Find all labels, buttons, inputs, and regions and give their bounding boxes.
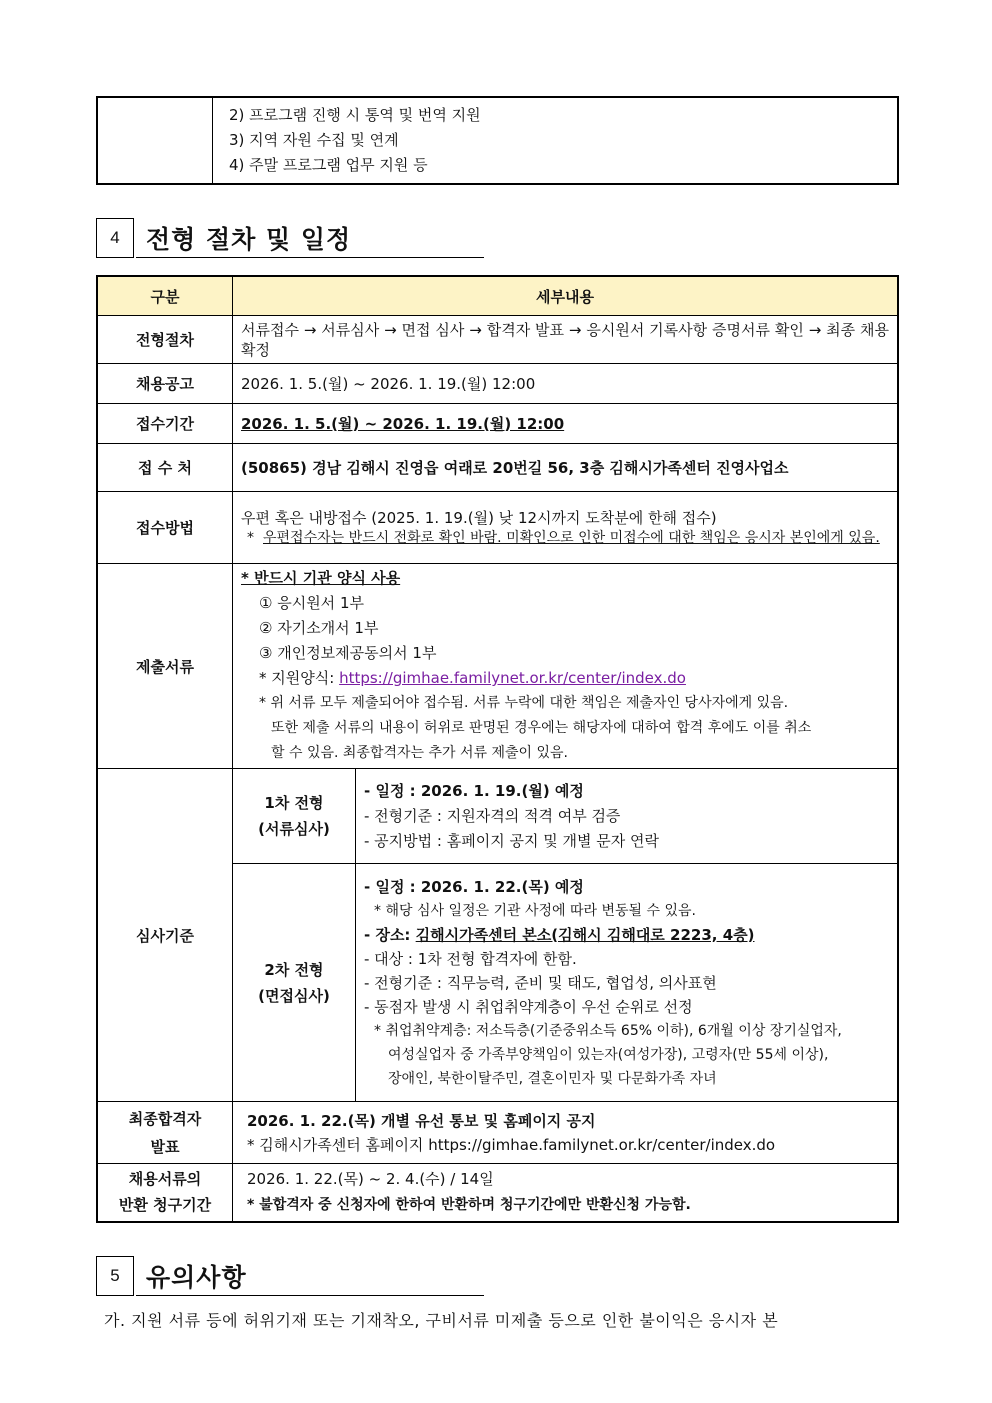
table-row	[97, 1102, 898, 1164]
form-prefix: * 지원양식:	[259, 669, 340, 687]
required-form-note: * 반드시 기관 양식 사용	[241, 569, 401, 587]
section-4-heading	[96, 218, 484, 258]
documents-note: * 위 서류 모두 제출되어야 접수됨. 서류 누락에 대한 책임은 제출자인 당사자에게 있음.	[259, 695, 789, 711]
final-announcement-site: * 김해시가족센터 홈페이지 https://gimhae.familynet.or.kr/center/index.do	[247, 1135, 776, 1154]
row-label-line: 채용서류의	[128, 1170, 202, 1189]
row-label-line: 반환 청구기간	[118, 1196, 212, 1215]
table-row	[97, 769, 898, 864]
round2-details	[356, 864, 899, 1102]
return-period	[233, 1164, 899, 1222]
caution-line: 가. 지원 서류 등에 허위기재 또는 기재착오, 구비서류 미제출 등으로 인한 불이익은 응시자 본	[104, 1311, 779, 1330]
round1-criteria: - 전형기준 : 지원자격의 적격 여부 검증	[364, 806, 621, 825]
row-label	[97, 1102, 233, 1164]
application-period: 2026. 1. 5.(월) ~ 2026. 1. 19.(월) 12:00	[241, 414, 565, 433]
section-number: 5	[96, 1256, 134, 1296]
round1-schedule: - 일정 : 2026. 1. 19.(월) 예정	[364, 781, 584, 800]
documents-cell	[233, 564, 899, 769]
row-label-line: 최종합격자	[128, 1109, 202, 1128]
row-label: 심사기준	[97, 769, 233, 1102]
application-period-cell	[233, 404, 899, 444]
table-row	[97, 364, 898, 404]
method-cell	[233, 492, 899, 564]
return-period-note: * 불합격자 중 신청자에 한하여 반환하며 청구기간에만 반환신청 가능함.	[247, 1197, 691, 1214]
round2-schedule-note: * 해당 심사 일정은 기관 사정에 따라 변동될 수 있음.	[374, 902, 696, 919]
duty-item: 4) 주말 프로그램 업무 지원 등	[229, 156, 428, 174]
header-category: 구분	[97, 276, 233, 316]
table-row	[97, 316, 898, 364]
round2-label-line: (면접심사)	[258, 986, 330, 1005]
round2-label-line: 2차 전형	[264, 960, 324, 979]
row-label	[97, 1164, 233, 1222]
round1-details	[356, 769, 899, 864]
round1-label	[233, 769, 356, 864]
duty-item: 2) 프로그램 진행 시 통역 및 번역 지원	[229, 106, 481, 124]
section-title: 유의사항	[146, 1263, 247, 1292]
vulnerable-note: 장애인, 북한이탈주민, 결혼이민자 및 다문화가족 자녀	[388, 1070, 717, 1087]
row-label: 전형절차	[97, 316, 233, 364]
table-row	[97, 1164, 898, 1222]
row-label: 접 수 처	[97, 444, 233, 492]
method-note-text: 우편접수자는 반드시 전화로 확인 바람. 미확인으로 인한 미접수에 대한 책임은 응시자 본인에게 있음.	[263, 529, 880, 546]
table-row	[97, 492, 898, 564]
section-title: 전형 절차 및 일정	[146, 225, 352, 254]
round1-notice: - 공지방법 : 홈페이지 공지 및 개별 문자 연락	[364, 831, 659, 850]
schedule-table	[96, 275, 899, 1223]
round2-place-line	[364, 923, 889, 947]
section-number: 4	[96, 218, 134, 258]
table-row	[97, 444, 898, 492]
document-item: ② 자기소개서 1부	[259, 619, 379, 637]
vulnerable-note: 여성실업자 중 가족부양책임이 있는자(여성가장), 고령자(만 55세 이상),	[388, 1046, 829, 1063]
method-note	[241, 528, 889, 548]
documents-note: 할 수 있음. 최종합격자는 추가 서류 제출이 있음.	[271, 745, 569, 761]
final-announcement	[233, 1102, 899, 1164]
round2-schedule: - 일정 : 2026. 1. 22.(목) 예정	[364, 877, 584, 896]
section-underline	[136, 257, 484, 258]
document-item: ③ 개인정보제공동의서 1부	[259, 644, 437, 662]
table-header-row	[97, 276, 898, 316]
round1-label-line: 1차 전형	[264, 794, 324, 812]
table-row	[97, 404, 898, 444]
procedure-text: 서류접수 → 서류심사 → 면접 심사 → 합격자 발표 → 응시원서 기록사항 증명서류 확인 → 최종 채용 확정	[233, 316, 899, 364]
duty-item: 3) 지역 자원 수집 및 연계	[229, 131, 399, 149]
documents-note: 또한 제출 서류의 내용이 허위로 판명된 경우에는 해당자에 대하여 합격 후에도 이를 취소	[271, 720, 812, 736]
duties-table	[96, 96, 899, 185]
form-line	[241, 666, 889, 691]
round2-label	[233, 864, 356, 1102]
duties-label-cell	[97, 97, 213, 184]
notice-period: 2026. 1. 5.(월) ~ 2026. 1. 19.(월) 12:00	[233, 364, 899, 404]
note-mark: *	[247, 529, 254, 546]
round2-target: - 대상 : 1차 전형 합격자에 한함.	[364, 949, 577, 968]
row-label: 제출서류	[97, 564, 233, 769]
duties-content-cell	[213, 97, 899, 184]
table-row	[97, 564, 898, 769]
application-address: (50865) 경남 김해시 진영읍 여래로 20번길 56, 3층 김해시가족센터 진영사업소	[233, 444, 899, 492]
document-item: ① 응시원서 1부	[259, 594, 364, 612]
method-line: 우편 혹은 내방접수 (2025. 1. 19.(월) 낮 12시까지 도착분에 한해 접수)	[241, 508, 717, 527]
round2-tie-rule: - 동점자 발생 시 취업취약계층이 우선 순위로 선정	[364, 997, 693, 1016]
row-label: 접수방법	[97, 492, 233, 564]
form-link[interactable]: https://gimhae.familynet.or.kr/center/index.do	[339, 669, 686, 687]
round1-label-line: (서류심사)	[258, 820, 330, 838]
section-5-heading	[96, 1256, 484, 1296]
round2-criteria: - 전형기준 : 직무능력, 준비 및 태도, 협업성, 의사표현	[364, 973, 717, 992]
return-period-dates: 2026. 1. 22.(목) ~ 2. 4.(수) / 14일	[247, 1170, 494, 1189]
final-announcement-date: 2026. 1. 22.(목) 개별 유선 통보 및 홈페이지 공지	[247, 1111, 596, 1130]
row-label-line: 발표	[150, 1137, 180, 1156]
row-label: 접수기간	[97, 404, 233, 444]
round2-place-prefix: - 장소:	[364, 925, 416, 944]
header-details: 세부내용	[233, 276, 899, 316]
section-underline	[136, 1295, 484, 1296]
round2-place: 김해시가족센터 본소(김해시 김해대로 2223, 4층)	[415, 925, 755, 944]
vulnerable-note: * 취업취약계층: 저소득층(기준중위소득 65% 이하), 6개월 이상 장기실업자,	[374, 1022, 842, 1039]
row-label: 채용공고	[97, 364, 233, 404]
